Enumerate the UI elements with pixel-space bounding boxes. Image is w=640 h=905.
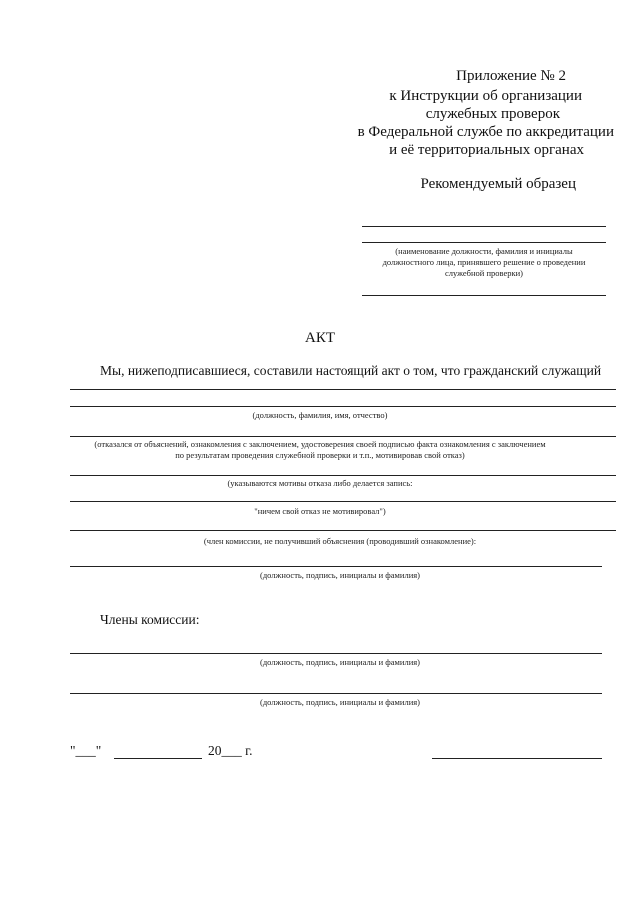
motives-line (70, 475, 616, 476)
position-caption: (должность, фамилия, имя, отчество) (252, 410, 388, 420)
quote-line (70, 501, 616, 502)
date-day-blank: ___ (75, 743, 96, 758)
inspection-ref: служебных проверок (425, 106, 560, 122)
sample-label: Рекомендуемый образец (420, 176, 576, 192)
refusal-caption-1: (отказался от объяснений, ознакомления с заключением, удостоверения своей подписью факта ознакомления с заключением (94, 439, 546, 449)
date-year-suffix: г. (245, 743, 253, 758)
date-block (70, 743, 101, 759)
signature-line-2 (70, 653, 602, 654)
signature-line-3 (70, 693, 602, 694)
employee-line-1 (70, 389, 616, 390)
date-year-prefix: 20 (208, 743, 222, 758)
quote-caption: "ничем свой отказ не мотивировал") (254, 506, 386, 516)
service-ref: в Федеральной службе по аккредитации (357, 124, 614, 140)
signature-caption-2: (должность, подпись, инициалы и фамилия) (260, 657, 420, 667)
commission-label: Члены комиссии: (100, 612, 200, 627)
final-signature-line (432, 758, 602, 759)
refusal-line (70, 436, 616, 437)
addressee-caption-line-2: должностного лица, принявшего решение о проведении (382, 257, 586, 267)
signature-line-1 (70, 566, 602, 567)
employee-line-2 (70, 406, 616, 407)
date-year (208, 743, 253, 759)
bodies-ref: и её территориальных органах (389, 142, 584, 158)
date-month-line (114, 758, 202, 759)
date-open-quote: " (70, 743, 76, 758)
signature-caption-3: (должность, подпись, инициалы и фамилия) (260, 697, 420, 707)
member-caption: (член комиссии, не получивший объяснения (проводивший ознакомление): (203, 536, 477, 546)
addressee-line-1 (362, 226, 606, 227)
member-line (70, 530, 616, 531)
addressee-caption (352, 246, 616, 279)
instruction-ref: к Инструкции об организации (389, 88, 582, 104)
refusal-caption-2: по результатам проведения служебной проверки и т.п., мотивировав свой отказ) (175, 450, 465, 460)
addressee-caption-line-3: служебной проверки) (444, 268, 524, 278)
signature-caption-1: (должность, подпись, инициалы и фамилия) (260, 570, 420, 580)
addressee-line-2 (362, 242, 606, 243)
motives-caption: (указываются мотивы отказа либо делается запись: (227, 478, 413, 488)
act-intro: Мы, нижеподписавшиеся, составили настоящий акт о том, что гражданский служащий (100, 363, 602, 378)
addressee-line-3 (362, 295, 606, 296)
addressee-caption-line-1: (наименование должности, фамилия и инициалы (395, 246, 573, 256)
act-title: АКТ (305, 330, 335, 346)
date-close-quote: " (95, 743, 102, 758)
date-year-blank: ___ (221, 743, 242, 758)
appendix-number: Приложение № 2 (456, 68, 566, 84)
